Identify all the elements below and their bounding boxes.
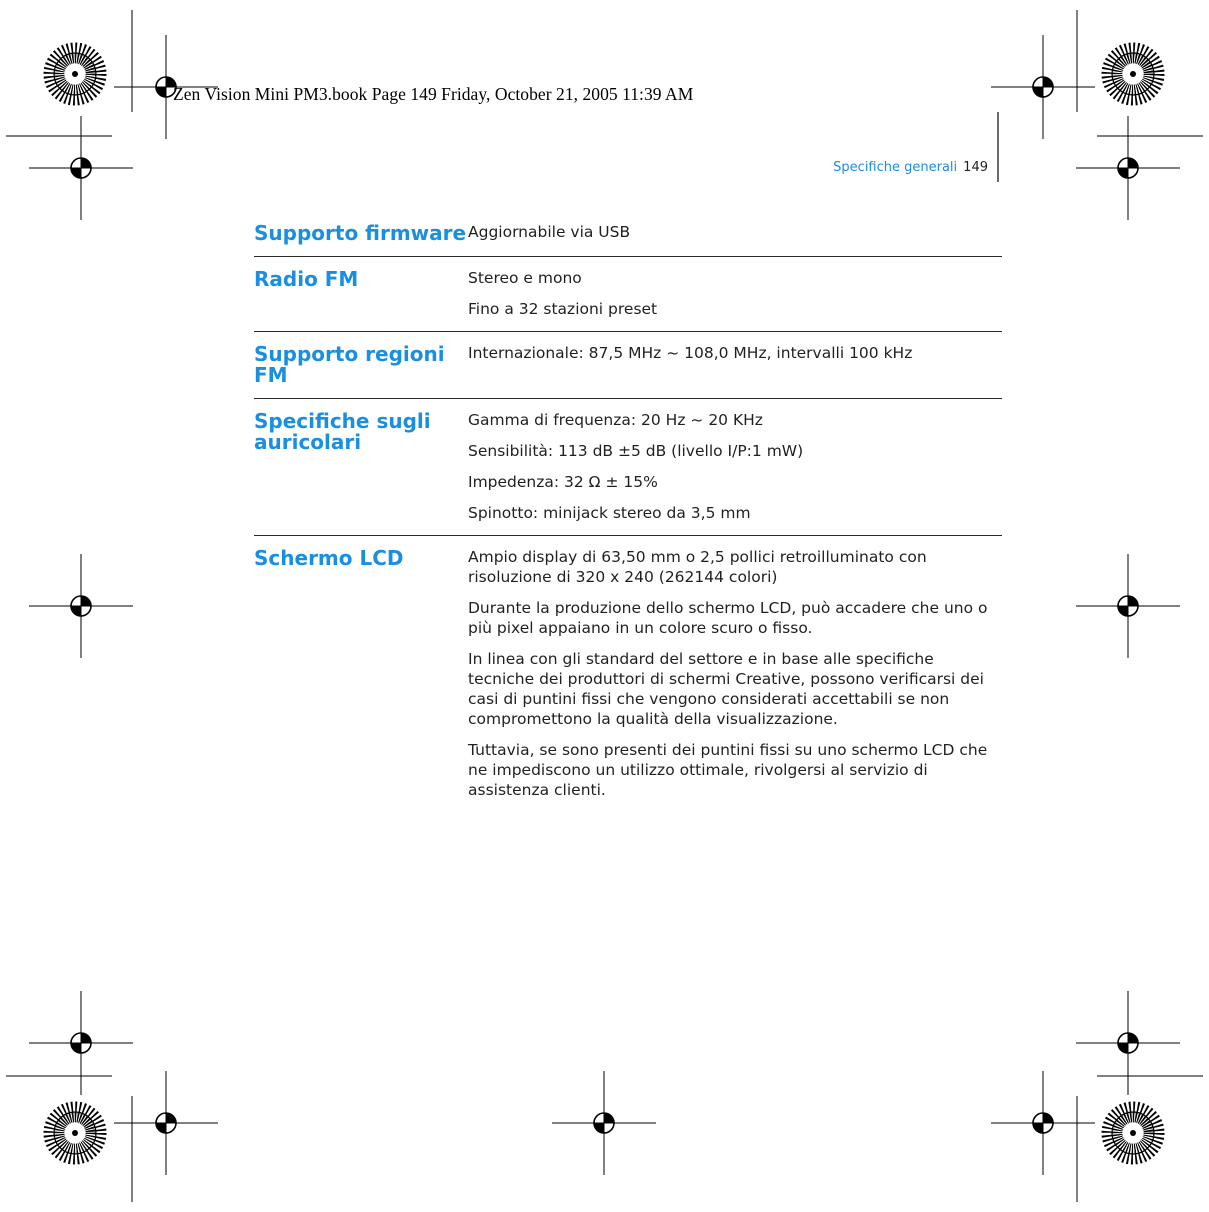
file-header: Zen Vision Mini PM3.book Page 149 Friday, October 21, 2005 11:39 AM bbox=[173, 84, 694, 104]
spec-row bbox=[254, 222, 1002, 256]
spec-row bbox=[254, 256, 1002, 331]
running-head-title: Specifiche generali bbox=[833, 160, 958, 175]
spec-value: Spinotto: minijack stereo da 3,5 mm bbox=[468, 504, 751, 522]
spec-value: In linea con gli standard del settore e in base alle specifiche tecniche dei produttori di schermi Creative, possono verificarsi dei casi di puntini fissi che vengono considerati accettabili se non compromettono la qualità della visualizzazione. bbox=[468, 650, 984, 728]
spec-value: Ampio display di 63,50 mm o 2,5 pollici retroilluminato con risoluzione di 320 x 240 (262144 colori) bbox=[468, 548, 927, 586]
spec-values bbox=[468, 343, 1002, 386]
spec-table bbox=[254, 222, 1002, 812]
spec-value: Aggiornabile via USB bbox=[468, 223, 631, 241]
spec-label: Supporto regioni FM bbox=[254, 342, 445, 387]
spec-values bbox=[468, 268, 1002, 319]
running-head bbox=[833, 160, 988, 175]
spec-row bbox=[254, 331, 1002, 398]
spec-row bbox=[254, 535, 1002, 812]
spec-label: Specifiche sugli auricolari bbox=[254, 409, 431, 454]
spec-value: Stereo e mono bbox=[468, 269, 582, 287]
spec-value: Impedenza: 32 Ω ± 15% bbox=[468, 473, 658, 491]
running-head-rule bbox=[997, 112, 999, 182]
spec-value: Tuttavia, se sono presenti dei puntini fissi su uno schermo LCD che ne impediscono un utilizzo ottimale, rivolgersi al servizio di assistenza clienti. bbox=[468, 741, 988, 799]
spec-row bbox=[254, 398, 1002, 535]
spec-label: Radio FM bbox=[254, 267, 359, 291]
spec-label: Schermo LCD bbox=[254, 546, 404, 570]
spec-values bbox=[468, 222, 1002, 244]
spec-value: Fino a 32 stazioni preset bbox=[468, 300, 658, 318]
spec-label: Supporto firmware bbox=[254, 221, 467, 245]
spec-values bbox=[468, 410, 1002, 523]
spec-value: Internazionale: 87,5 MHz ~ 108,0 MHz, intervalli 100 kHz bbox=[468, 344, 913, 362]
spec-value: Gamma di frequenza: 20 Hz ~ 20 KHz bbox=[468, 411, 763, 429]
spec-value: Sensibilità: 113 dB ±5 dB (livello I/P:1 mW) bbox=[468, 442, 804, 460]
spec-values bbox=[468, 547, 1002, 800]
page-number: 149 bbox=[963, 160, 988, 175]
spec-value: Durante la produzione dello schermo LCD, può accadere che uno o più pixel appaiano in un colore scuro o fisso. bbox=[468, 599, 988, 637]
